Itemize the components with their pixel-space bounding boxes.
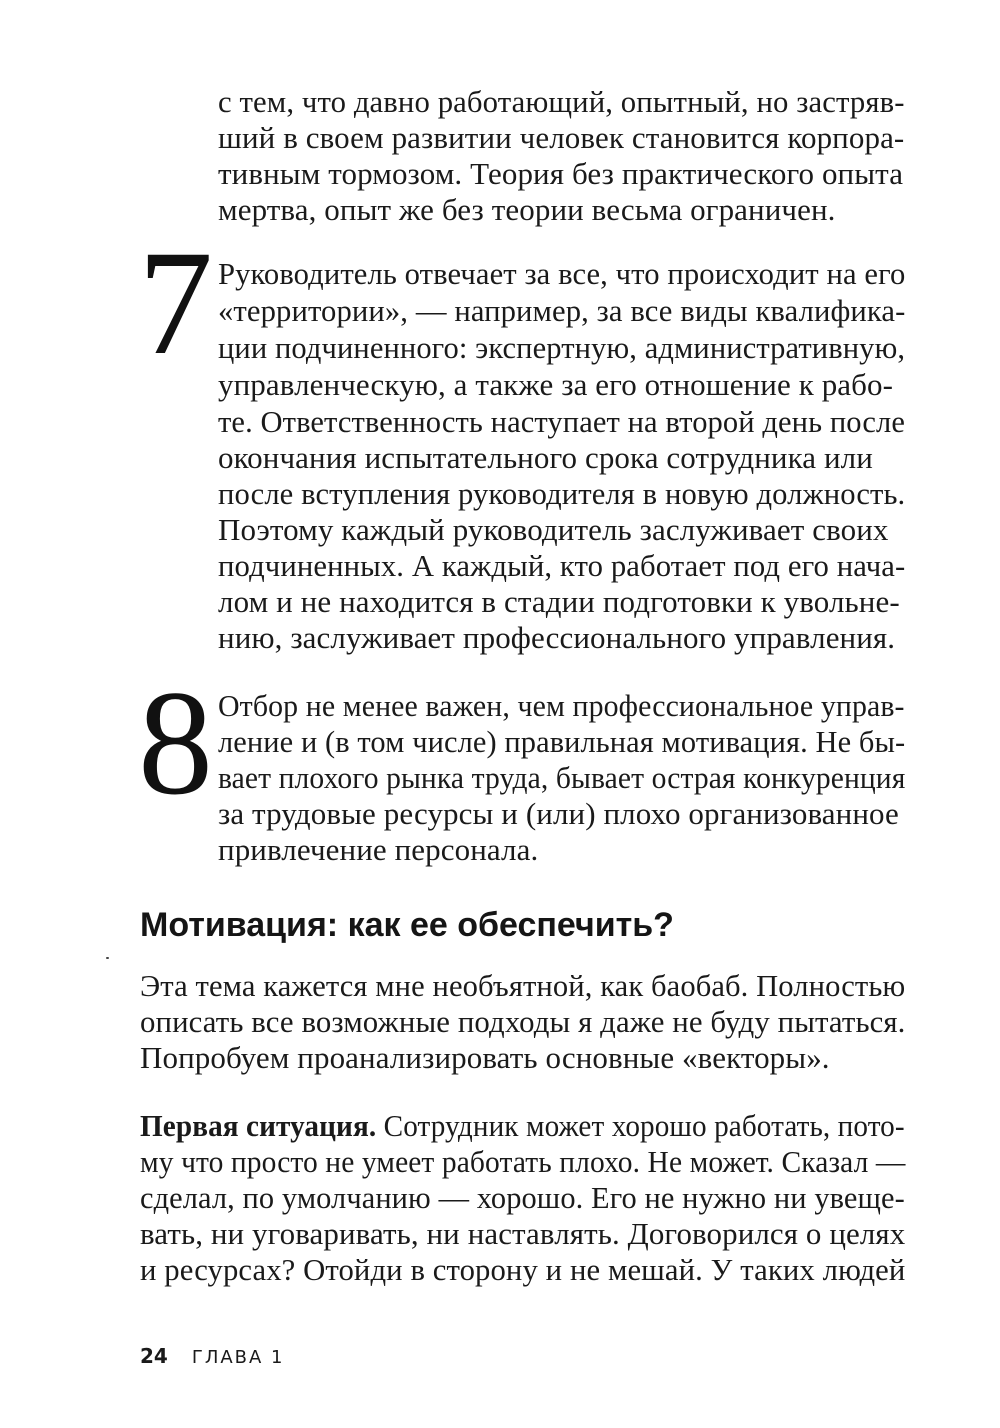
page-number: 24 [140, 1344, 168, 1368]
text-line: за трудовые ресурсы и (или) плохо организованное [218, 796, 899, 831]
text-line: «территории», — например, за все виды квалифика- [218, 293, 906, 328]
text-line: сделал, по умолчанию — хорошо. Его не нужно ни увеще- [140, 1180, 905, 1215]
text-line: подчиненных. А каждый, кто работает под его нача- [218, 548, 906, 583]
text-line: вать, ни уговаривать, ни наставлять. Договорился о целях [140, 1216, 906, 1251]
text-line: привлечение персонала. [218, 832, 539, 867]
text-line: Отбор не менее важен, чем профессиональное управ- [218, 688, 905, 723]
text-line: нию, заслуживает профессионального управления. [218, 620, 896, 655]
text-line: ший в своем развитии человек становится корпора- [218, 120, 905, 155]
text-line: му что просто не умеет работать плохо. Не может. Сказал — [140, 1144, 906, 1179]
text-line: тивным тормозом. Теория без практического опыта [218, 156, 904, 191]
text-line: окончания испытательного срока сотрудника или [218, 440, 873, 475]
text-line: Руководитель отвечает за все, что происходит на его [218, 256, 906, 291]
text-line: с тем, что давно работающий, опытный, но застряв- [218, 84, 905, 119]
item-8-number: 8 [138, 660, 213, 826]
page-footer [140, 1344, 285, 1370]
first-situation-lead: Первая ситуация. [140, 1108, 377, 1143]
section-heading: Мотивация: как ее обеспечить? [140, 906, 674, 944]
item-7-number: 7 [138, 220, 213, 386]
text-line: Попробуем проанализировать основные «векторы». [140, 1040, 830, 1075]
text-line: ции подчиненного: экспертную, административную, [218, 330, 906, 365]
text-line: и ресурсах? Отойди в сторону и не мешай. У таких людей [140, 1252, 906, 1287]
first-situation-line-rest: Сотрудник может хорошо работать, пото- [376, 1108, 905, 1143]
text-line: ление и (в том числе) правильная мотивация. Не бы- [218, 724, 906, 759]
print-speck [106, 957, 109, 959]
text-line: описать все возможные подходы я даже не буду пытаться. [140, 1004, 906, 1039]
text-line: Поэтому каждый руководитель заслуживает своих [218, 512, 889, 547]
text-line: Эта тема кажется мне необъятной, как баобаб. Полностью [140, 968, 906, 1003]
text-line: лом и не находится в стадии подготовки к увольне- [218, 584, 900, 619]
text-line: управленческую, а также за его отношение к рабо- [218, 367, 894, 402]
text-line: после вступления руководителя в новую должность. [218, 476, 906, 511]
text-line [140, 1108, 905, 1144]
text-line: вает плохого рынка труда, бывает острая конкуренция [218, 760, 906, 795]
text-line: те. Ответственность наступает на второй день после [218, 404, 905, 439]
text-line: мертва, опыт же без теории весьма ограничен. [218, 192, 836, 227]
chapter-label: ГЛАВА 1 [191, 1347, 285, 1368]
